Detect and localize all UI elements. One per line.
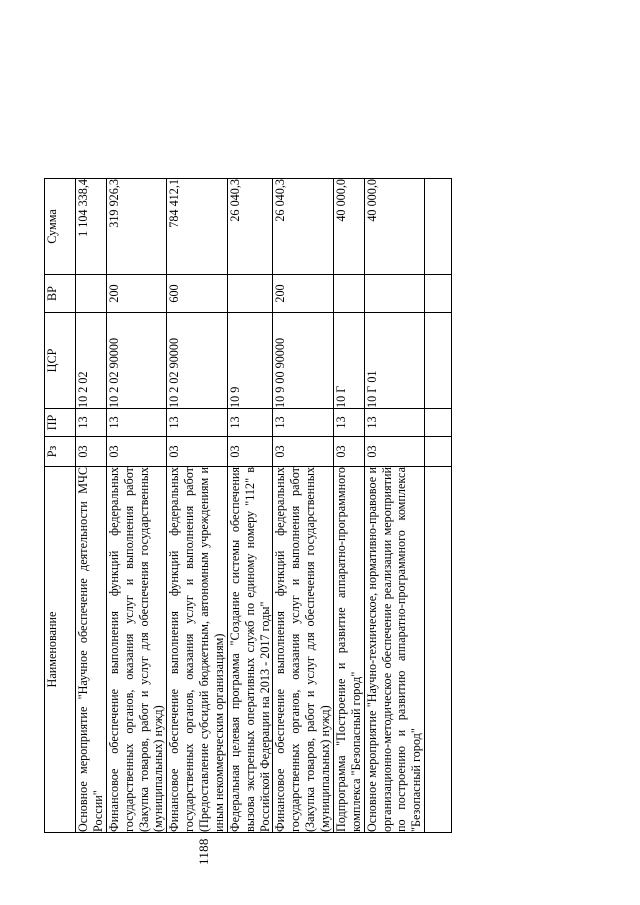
column-header-name: Наименование: [45, 467, 76, 833]
table-row: [227, 179, 273, 833]
cell-vr: [333, 275, 364, 313]
cell-sum: 26 040,3: [273, 179, 334, 275]
table-tail-row: [425, 179, 452, 833]
cell-name: Подпрограмма "Построение и развитие аппаратно-программного комплекса "Безопасный город": [333, 467, 363, 832]
cell-vr: [364, 275, 425, 313]
cell-sum: 40 000,0: [364, 179, 425, 275]
cell-vr: 200: [106, 275, 167, 313]
table-row: [273, 179, 334, 833]
cell-name: Основное мероприятие "Научное обеспечение деятельности МЧС России": [76, 467, 105, 832]
cell-pr: 13: [273, 409, 334, 437]
cell-pr: 13: [227, 409, 273, 437]
table-header-row: [45, 179, 76, 833]
cell-pr: 13: [333, 409, 364, 437]
cell-empty: [425, 409, 452, 437]
table-row: [333, 179, 364, 833]
table-row: [167, 179, 228, 833]
cell-rz: 03: [273, 437, 334, 467]
cell-csr: 10 9: [227, 313, 273, 409]
cell-name: Федеральная целевая программа "Создание системы обеспечения вызова экстренных оперативных служб по единому номеру "112" в Российской Федерации на 2013 - 2017 годы": [227, 467, 272, 832]
cell-rz: 03: [106, 437, 167, 467]
cell-empty: [425, 313, 452, 409]
cell-csr: 10 2 02: [76, 313, 107, 409]
cell-rz: 03: [76, 437, 107, 467]
cell-name: Основное мероприятие "Научно-техническое, нормативно-правовое и организационно-методическое обеспечение реализации мероприятий по построению и развитию аппаратно-программного комплекса "Безопасный город": [364, 467, 424, 832]
budget-table: [44, 178, 452, 833]
cell-vr: 600: [167, 275, 228, 313]
cell-name: Финансовое обеспечение выполнения функций федеральных государственных органов, оказания услуг и выполнения работ (Закупка товаров, работ и услуг для обеспечения государственных (муниципальных) нужд): [106, 467, 166, 832]
cell-csr: 10 9 00 90000: [273, 313, 334, 409]
cell-name: Финансовое обеспечение выполнения функций федеральных государственных органов, оказания услуг и выполнения работ (Закупка товаров, работ и услуг для обеспечения государственных (муниципальных) нужд): [273, 467, 332, 832]
page-number: 1188: [196, 838, 211, 865]
cell-sum: 319 926,3: [106, 179, 167, 275]
cell-empty: [425, 467, 452, 833]
cell-vr: [227, 275, 273, 313]
table-row: [364, 179, 425, 833]
column-header-vr: ВР: [45, 275, 76, 313]
cell-csr: 10 Г: [333, 313, 364, 409]
cell-csr: 10 2 02 90000: [167, 313, 228, 409]
cell-empty: [425, 179, 452, 275]
cell-vr: [76, 275, 107, 313]
cell-rz: 03: [364, 437, 425, 467]
cell-pr: 13: [167, 409, 228, 437]
cell-sum: 26 040,3: [227, 179, 273, 275]
cell-csr: 10 Г 01: [364, 313, 425, 409]
column-header-pr: ПР: [45, 409, 76, 437]
cell-sum: 1 104 338,4: [76, 179, 107, 275]
table-row: [106, 179, 167, 833]
cell-sum: 40 000,0: [333, 179, 364, 275]
cell-csr: 10 2 02 90000: [106, 313, 167, 409]
cell-rz: 03: [333, 437, 364, 467]
cell-vr: 200: [273, 275, 334, 313]
cell-name: Финансовое обеспечение выполнения функций федеральных государственных органов, оказания услуг и выполнения работ (Предоставление субсидий бюджетным, автономным учреждениям и иным некоммерческим организациям): [167, 467, 226, 832]
cell-empty: [425, 275, 452, 313]
column-header-rz: Рз: [45, 437, 76, 467]
cell-rz: 03: [167, 437, 228, 467]
cell-pr: 13: [76, 409, 107, 437]
cell-empty: [425, 437, 452, 467]
column-header-csr: ЦСР: [45, 313, 76, 409]
cell-pr: 13: [364, 409, 425, 437]
column-header-sum: Сумма: [45, 179, 76, 275]
cell-sum: 784 412,1: [167, 179, 228, 275]
table-row: [76, 179, 107, 833]
cell-rz: 03: [227, 437, 273, 467]
cell-pr: 13: [106, 409, 167, 437]
